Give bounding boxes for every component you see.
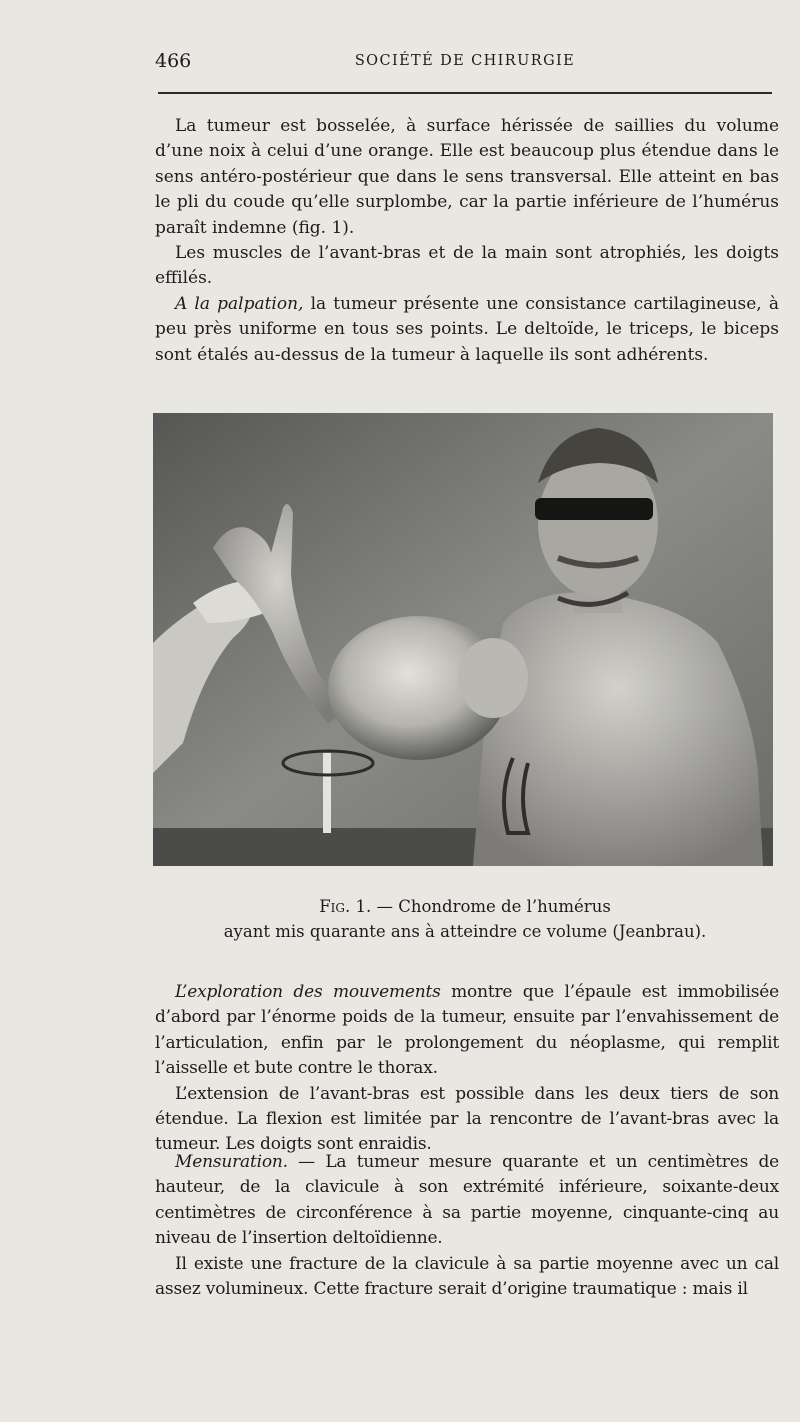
caption-line-2: ayant mis quarante ans à atteindre ce volume (Jeanbrau). <box>223 922 707 941</box>
figure-label: Fig. 1. <box>319 897 372 916</box>
paragraph-palpation <box>155 292 779 368</box>
running-title: SOCIÉTÉ DE CHIRURGIE <box>354 53 576 69</box>
exploration-text: montre que l’épaule est immobilisée d’abord par l’énorme poids de la tumeur, ensuite par l’envahissement de l’articulation, enfin par le prolongement du néoplasme, qui remplit l’aisselle et bute contre le thorax. <box>155 982 779 1079</box>
palpation-text: la tumeur présente une consistance cartilagineuse, à peu près uniforme en tous ses points. Le deltoïde, le triceps, le biceps sont étalés au-dessus de la tumeur à laquelle ils sont adhérents. <box>155 293 779 365</box>
patient-photo-illustration <box>153 413 773 866</box>
page-header <box>155 50 775 80</box>
paragraph-fracture: Il existe une fracture de la clavicule à sa partie moyenne avec un cal assez volumineux. Cette fracture serait d’origine traumatique : mais il <box>155 1253 779 1300</box>
caption-line-1 <box>155 894 775 919</box>
text-block-middle <box>155 980 779 1158</box>
paragraph-mensuration <box>155 1150 779 1252</box>
paragraph-extension: L’extension de l’avant-bras est possible dans les deux tiers de son étendue. La flexion est limitée par la rencontre de l’avant-bras avec la tumeur. Les doigts sont enraidis. <box>155 1083 779 1155</box>
mensuration-text: — La tumeur mesure quarante et un centimètres de hauteur, de la clavicule à son extrémité inférieure, soixante-deux centimètres de circonférence à sa partie moyenne, cinquante-cinq au niveau de l’insertion deltoïdienne. <box>155 1152 779 1249</box>
text-block-bottom <box>155 1150 779 1302</box>
caption-title: — Chondrome de l’humérus <box>371 897 611 916</box>
page-number: 466 <box>155 50 192 72</box>
figure-photograph <box>153 413 773 866</box>
header-rule <box>158 92 772 94</box>
paragraph-exploration <box>155 980 779 1082</box>
palpation-lead: A la palpation, <box>175 293 304 314</box>
text-block-top <box>155 114 779 368</box>
figure-caption <box>155 894 775 944</box>
paragraph-muscles: Les muscles de l’avant-bras et de la main sont atrophiés, les doigts effilés. <box>155 243 779 289</box>
paragraph-tumeur: La tumeur est bosselée, à surface hérissée de saillies du volume d’une noix à celui d’une orange. Elle est beaucoup plus étendue dans le sens antéro-postérieur que dans le sens transversal. Elle atteint en bas le pli du coude qu’elle surplombe, car la partie inférieure de l’humérus paraît indemne (fig. 1). <box>155 116 779 238</box>
mensuration-lead: Mensuration. <box>175 1152 288 1172</box>
exploration-lead: L’exploration des mouvements <box>175 982 441 1002</box>
